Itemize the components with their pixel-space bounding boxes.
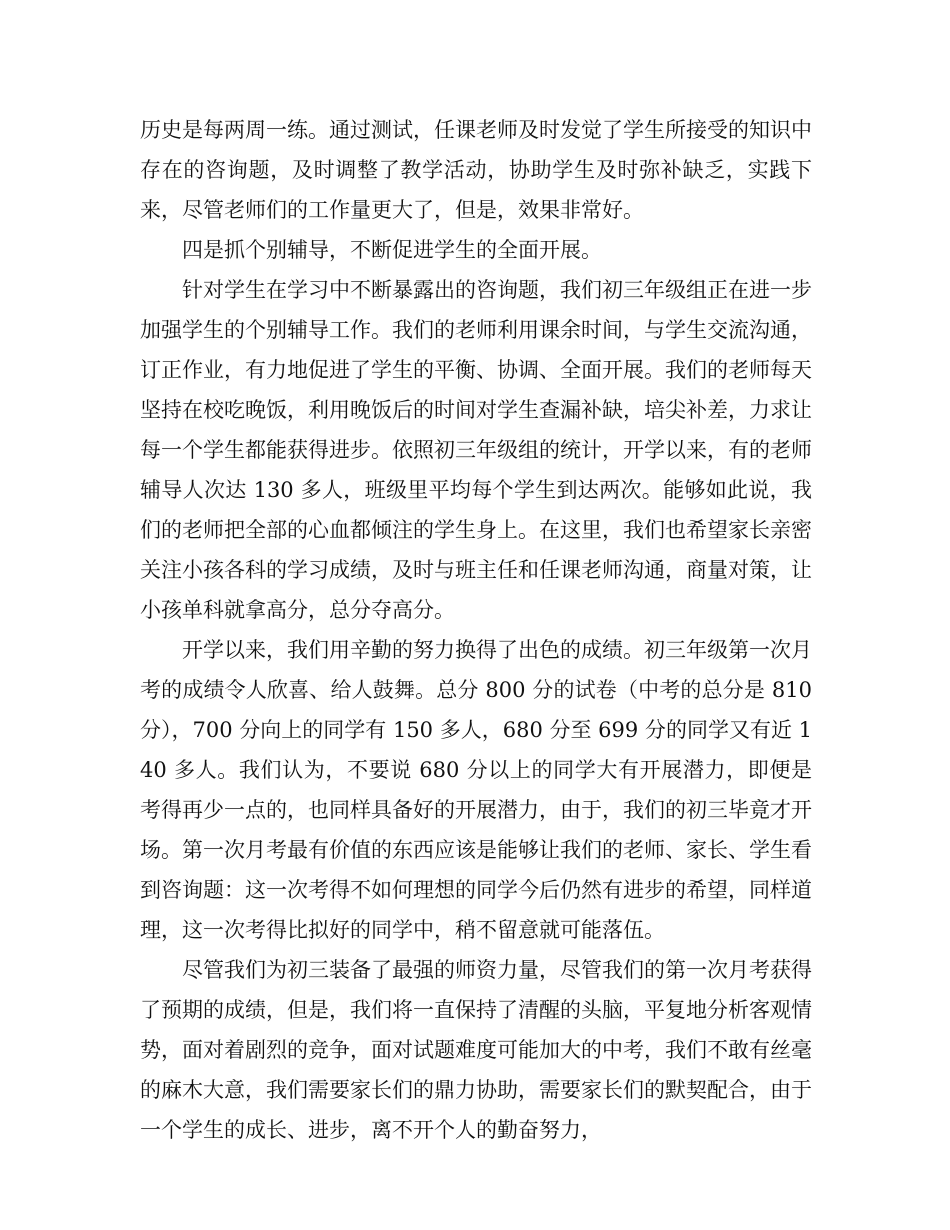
- paragraph-exam-results: 开学以来，我们用辛勤的努力换得了出色的成绩。初三年级第一次月考的成绩令人欣喜、给人鼓舞。总分 800 分的试卷（中考的总分是 810 分），700 分向上的同学有 150 多人，680 分至 699 分的同学又有近 140 多人。我们认为，不要说 680 分以上的同学大有开展潜力，即便是考得再少一点的，也同样具备好的开展潜力，由于，我们的初三毕竟才开场。第一次月考最有价值的东西应该是能够让我们的老师、家长、学生看到咨询题：这一次考得不如何理想的同学今后仍然有进步的希望，同样道理，这一次考得比拟好的同学中，稍不留意就可能落伍。: [140, 638, 812, 942]
- document-body: [140, 110, 812, 1150]
- paragraph-parent-cooperation: 尽管我们为初三装备了最强的师资力量，尽管我们的第一次月考获得了预期的成绩，但是，我们将一直保持了清醒的头脑，平复地分析客观情势，面对着剧烈的竞争，面对试题难度可能加大的中考，我们不敢有丝毫的麻木大意，我们需要家长们的鼎力协助，需要家长们的默契配合，由于一个学生的成长、进步，离不开个人的勤奋努力，: [140, 958, 812, 1142]
- paragraph-individual-tutoring: 针对学生在学习中不断暴露出的咨询题，我们初三年级组正在进一步加强学生的个别辅导工作。我们的老师利用课余时间，与学生交流沟通，订正作业，有力地促进了学生的平衡、协调、全面开展。我们的老师每天坚持在校吃晚饭，利用晚饭后的时间对学生查漏补缺，培尖补差，力求让每一个学生都能获得进步。依照初三年级组的统计，开学以来，有的老师辅导人次达 130 多人，班级里平均每个学生到达两次。能够如此说，我们的老师把全部的心血都倾注的学生身上。在这里，我们也希望家长亲密关注小孩各科的学习成绩，及时与班主任和任课老师沟通，商量对策，让小孩单科就拿高分，总分夺高分。: [140, 278, 812, 622]
- paragraph-heading-point-four: 四是抓个别辅导，不断促进学生的全面开展。: [182, 238, 602, 262]
- paragraph-continuation: 历史是每两周一练。通过测试，任课老师及时发觉了学生所接受的知识中存在的咨询题，及时调整了教学活动，协助学生及时弥补缺乏，实践下来，尽管老师们的工作量更大了，但是，效果非常好。: [140, 118, 812, 222]
